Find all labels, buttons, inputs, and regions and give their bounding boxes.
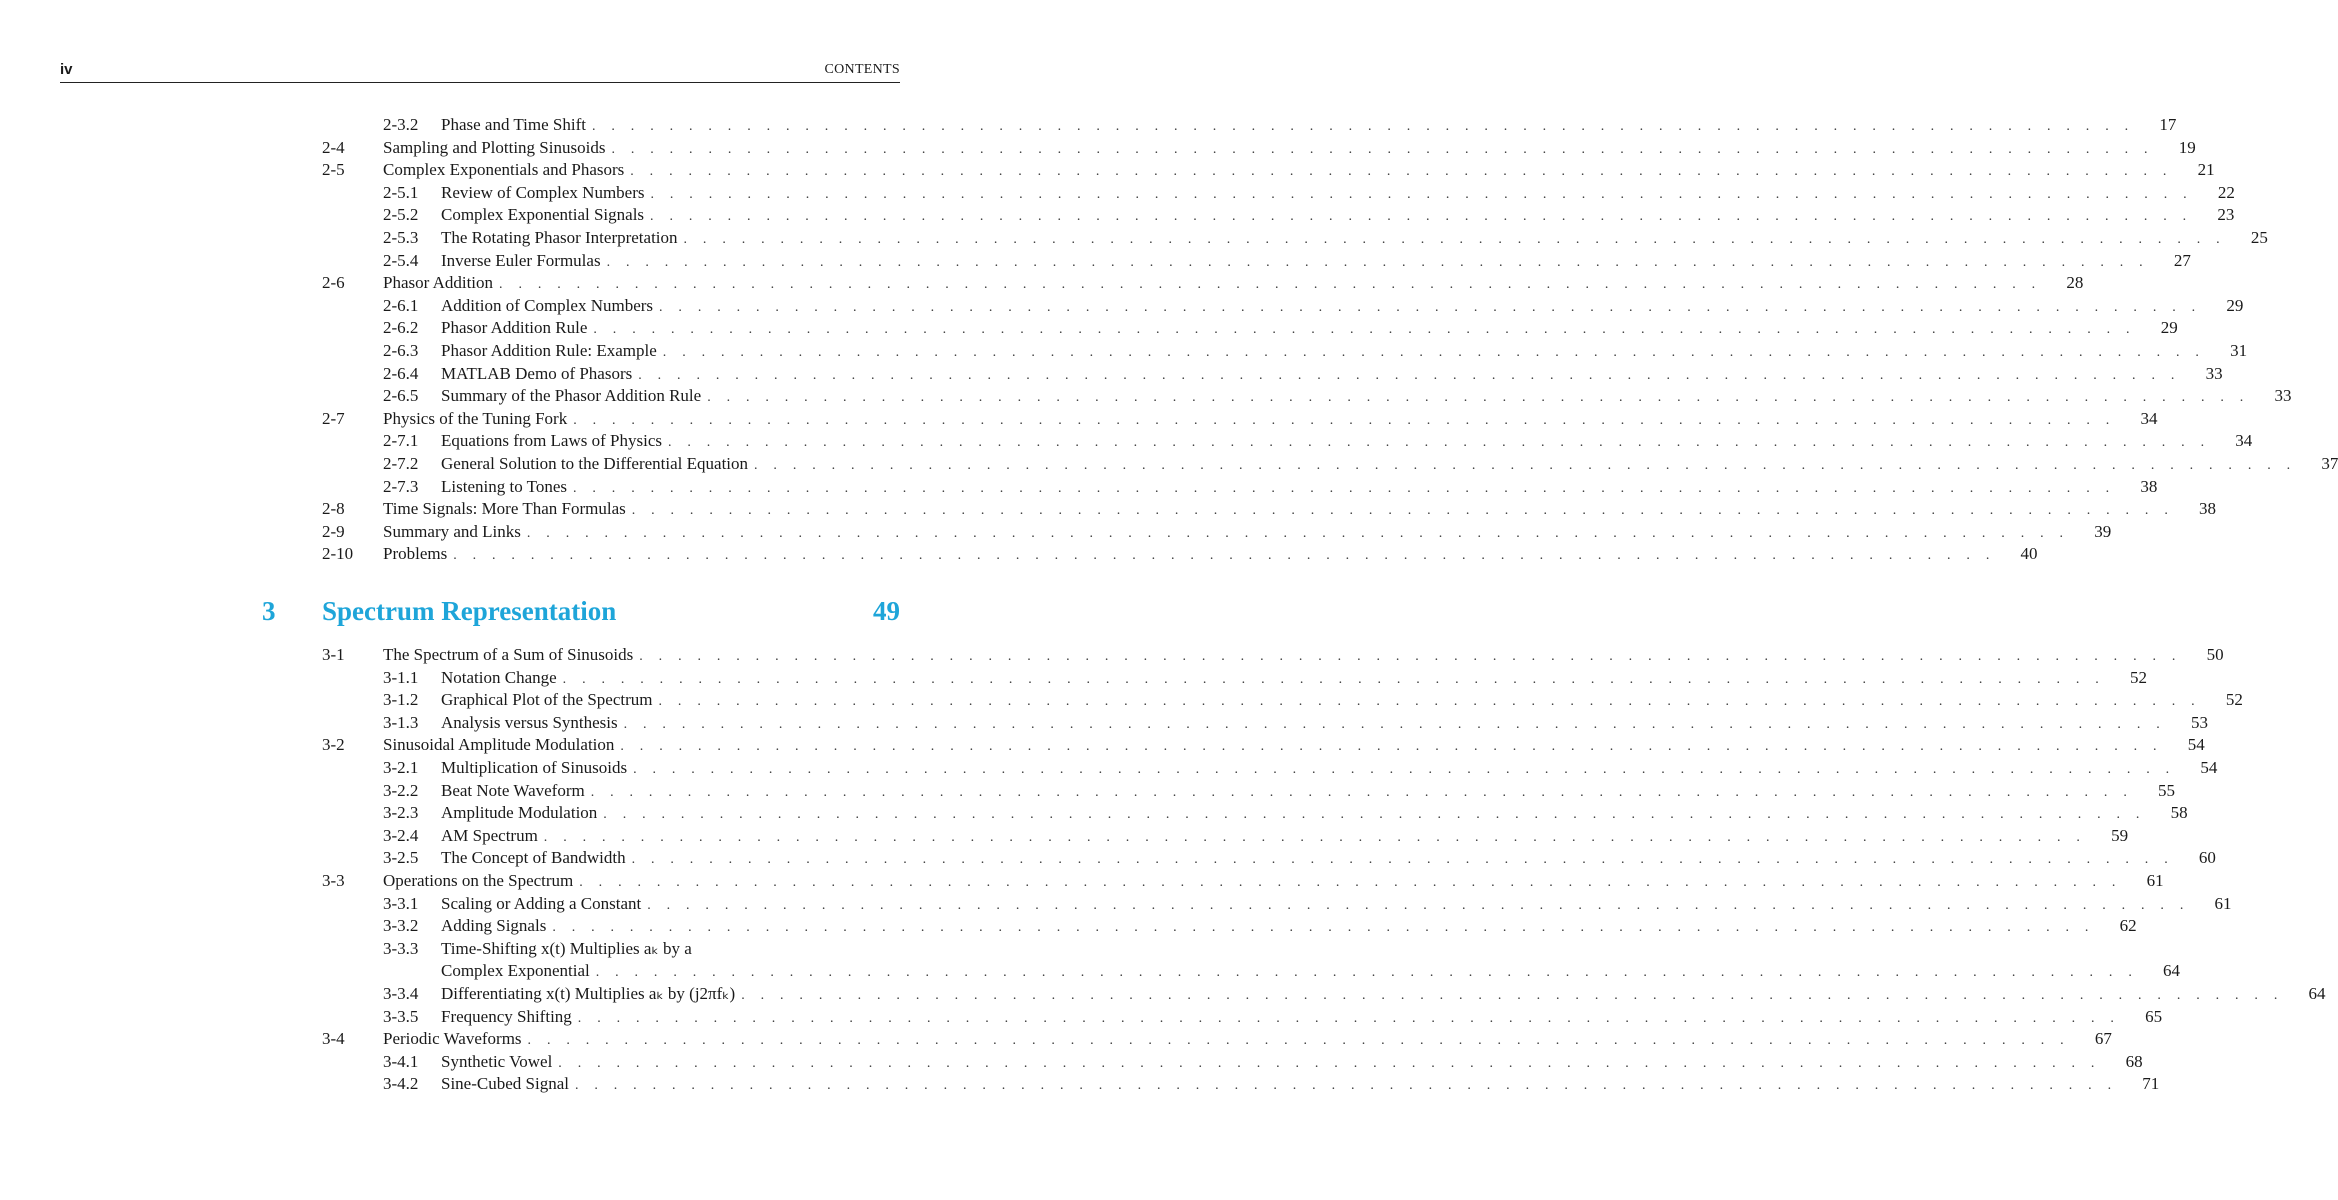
toc-entry[interactable] <box>441 250 2191 272</box>
toc-entry-title: Synthetic Vowel <box>441 1051 553 1071</box>
toc-entry-number: 2-4 <box>322 137 345 157</box>
toc-entry-number: 3-2.4 <box>383 825 419 845</box>
dot-leader: . . . . . . . . . . . . . . . . . . . . . . . . . . . . . . . . . . . . . . . . . . . . . . . . . . . . . . . . . . . . . . . . . . . . . . . . . . . . . . . . <box>638 367 2181 383</box>
toc-entry[interactable] <box>441 780 2176 802</box>
toc-entry-page: 23 <box>2217 205 2235 225</box>
toc-entry[interactable] <box>383 870 2164 892</box>
toc-entry[interactable] <box>441 182 2235 204</box>
toc-entry-title: Time Signals: More Than Formulas <box>383 499 626 519</box>
toc-entry[interactable] <box>441 114 2177 136</box>
toc-entry[interactable] <box>441 317 2178 339</box>
toc-entry-title: Differentiating x(t) Multiplies aₖ by (j2πfₖ) <box>441 984 736 1003</box>
toc-entry-title: Multiplication of Sinusoids <box>441 758 628 777</box>
toc-entry-title: Phase and Time Shift <box>441 115 586 134</box>
toc-entry-number: 3-3.4 <box>383 984 419 1003</box>
toc-entry-number: 3-1 <box>322 645 345 664</box>
toc-entry-page: 68 <box>2125 1051 2143 1071</box>
toc-entry-title: Problems <box>383 544 448 564</box>
toc-entry-title: Beat Note Waveform <box>441 780 585 800</box>
dot-leader: . . . . . . . . . . . . . . . . . . . . . . . . . . . . . . . . . . . . . . . . . . . . . . . . . . . . . . . . . . . . . . . . . . . . . . . . . . . . . . . . <box>453 548 1996 564</box>
toc-entry-page: 39 <box>2094 521 2112 541</box>
toc-entry[interactable] <box>441 757 2218 779</box>
dot-leader: . . . . . . . . . . . . . . . . . . . . . . . . . . . . . . . . . . . . . . . . . . . . . . . . . . . . . . . . . . . . . . . . . . . . . . . . . . . . . . . . <box>574 1078 2118 1094</box>
toc-entry-number: 3-3.1 <box>383 893 419 913</box>
toc-entry[interactable] <box>441 430 2253 452</box>
toc-entry-page: 38 <box>2199 499 2217 519</box>
toc-entry-title: Addition of Complex Numbers <box>441 295 654 315</box>
toc-entry[interactable] <box>441 1006 2163 1028</box>
toc-entry-title: The Spectrum of a Sum of Sinusoids <box>383 645 634 664</box>
toc-entry[interactable] <box>383 159 2215 181</box>
toc-entry-title: Listening to Tones <box>441 476 567 496</box>
toc-entry-page: 33 <box>2205 363 2223 383</box>
toc-entry[interactable] <box>441 204 2235 226</box>
toc-entry-page: 40 <box>2020 544 2038 564</box>
toc-entry-page: 65 <box>2145 1006 2163 1026</box>
toc-entry-number: 3-3.3 <box>383 938 419 958</box>
dot-leader: . . . . . . . . . . . . . . . . . . . . . . . . . . . . . . . . . . . . . . . . . . . . . . . . . . . . . . . . . . . . . . . . . . . . . . . . . . . . . . . . <box>592 119 2135 134</box>
toc-entry[interactable] <box>441 915 2137 937</box>
toc-entry-number: 2-5.2 <box>383 205 419 225</box>
toc-entry[interactable] <box>441 1073 2160 1095</box>
dot-leader: . . . . . . . . . . . . . . . . . . . . . . . . . . . . . . . . . . . . . . . . . . . . . . . . . . . . . . . . . . . . . . . . . . . . . . . . . . . . . . . . <box>579 875 2122 890</box>
toc-entry-number: 2-6.5 <box>383 386 419 406</box>
dot-leader: . . . . . . . . . . . . . . . . . . . . . . . . . . . . . . . . . . . . . . . . . . . . . . . . . . . . . . . . . . . . . . . . . . . . . . . . . . . . . . . . <box>683 232 2226 247</box>
toc-entry-title: Sinusoidal Amplitude Modulation <box>383 735 615 755</box>
toc-entry-number: 2-8 <box>322 499 345 519</box>
toc-entry[interactable] <box>441 893 2232 915</box>
toc-entry-title: Scaling or Adding a Constant <box>441 893 642 913</box>
toc-entry-page: 54 <box>2187 735 2205 755</box>
dot-leader: . . . . . . . . . . . . . . . . . . . . . . . . . . . . . . . . . . . . . . . . . . . . . . . . . . . . . . . . . . . . . . . . . . . . . . . . . . . . . . . . <box>603 807 2146 823</box>
toc-entry-title: Time-Shifting x(t) Multiplies aₖ by a <box>441 938 692 958</box>
toc-entry-number: 2-6 <box>322 273 345 293</box>
toc-entry-number: 3-2.1 <box>383 758 419 777</box>
toc-entry-number: 3-4 <box>322 1029 345 1049</box>
toc-entry-title: Complex Exponentials and Phasors <box>383 160 625 180</box>
dot-leader: . . . . . . . . . . . . . . . . . . . . . . . . . . . . . . . . . . . . . . . . . . . . . . . . . . . . . . . . . . . . . . . . . . . . . . . . . . . . . . . . <box>593 322 2136 338</box>
dot-leader: . . . . . . . . . . . . . . . . . . . . . . . . . . . . . . . . . . . . . . . . . . . . . . . . . . . . . . . . . . . . . . . . . . . . . . . . . . . . . . . . <box>754 458 2297 473</box>
toc-entry-page: 59 <box>2111 825 2129 845</box>
toc-entry-page: 53 <box>2190 712 2208 732</box>
toc-entry-number: 3-1.1 <box>383 667 419 687</box>
toc-entry-number: 2-7.1 <box>383 431 419 451</box>
toc-entry[interactable] <box>441 983 2326 1005</box>
toc-entry-title: Summary of the Phasor Addition Rule <box>441 386 702 406</box>
toc-entry-title: Periodic Waveforms <box>383 1029 522 1049</box>
toc-entry[interactable] <box>441 667 2147 689</box>
dot-leader: . . . . . . . . . . . . . . . . . . . . . . . . . . . . . . . . . . . . . . . . . . . . . . . . . . . . . . . . . . . . . . . . . . . . . . . . . . . . . . . . <box>558 1055 2101 1071</box>
dot-leader: . . . . . . . . . . . . . . . . . . . . . . . . . . . . . . . . . . . . . . . . . . . . . . . . . . . . . . . . . . . . . . . . . . . . . . . . . . . . . . . . <box>606 254 2149 270</box>
toc-entry-page: 17 <box>2159 115 2177 134</box>
toc-entry[interactable] <box>441 385 2292 407</box>
toc-entry-page: 52 <box>2129 667 2147 687</box>
dot-leader: . . . . . . . . . . . . . . . . . . . . . . . . . . . . . . . . . . . . . . . . . . . . . . . . . . . . . . . . . . . . . . . . . . . . . . . . . . . . . . . . <box>573 412 2116 428</box>
toc-entry-page: 37 <box>2321 454 2338 473</box>
toc-entry-page: 62 <box>2119 916 2137 936</box>
dot-leader: . . . . . . . . . . . . . . . . . . . . . . . . . . . . . . . . . . . . . . . . . . . . . . . . . . . . . . . . . . . . . . . . . . . . . . . . . . . . . . . . <box>527 1033 2070 1049</box>
dot-leader: . . . . . . . . . . . . . . . . . . . . . . . . . . . . . . . . . . . . . . . . . . . . . . . . . . . . . . . . . . . . . . . . . . . . . . . . . . . . . . . . <box>630 164 2173 180</box>
toc-entry-title: Review of Complex Numbers <box>441 182 645 202</box>
dot-leader: . . . . . . . . . . . . . . . . . . . . . . . . . . . . . . . . . . . . . . . . . . . . . . . . . . . . . . . . . . . . . . . . . . . . . . . . . . . . . . . . <box>573 480 2116 496</box>
toc-entry-number: 3-4.1 <box>383 1051 419 1071</box>
page-number: iv <box>60 61 73 78</box>
toc-entry-number: 2-6.3 <box>383 341 419 360</box>
toc-entry-page: 67 <box>2094 1029 2112 1049</box>
chapter-number: 3 <box>262 596 276 626</box>
dot-leader: . . . . . . . . . . . . . . . . . . . . . . . . . . . . . . . . . . . . . . . . . . . . . . . . . . . . . . . . . . . . . . . . . . . . . . . . . . . . . . . . <box>667 435 2211 451</box>
dot-leader: . . . . . . . . . . . . . . . . . . . . . . . . . . . . . . . . . . . . . . . . . . . . . . . . . . . . . . . . . . . . . . . . . . . . . . . . . . . . . . . . <box>647 897 2190 913</box>
toc-entry-page: 33 <box>2274 386 2292 406</box>
toc-entry[interactable] <box>441 476 2158 498</box>
dot-leader: . . . . . . . . . . . . . . . . . . . . . . . . . . . . . . . . . . . . . . . . . . . . . . . . . . . . . . . . . . . . . . . . . . . . . . . . . . . . . . . . <box>662 345 2206 360</box>
dot-leader: . . . . . . . . . . . . . . . . . . . . . . . . . . . . . . . . . . . . . . . . . . . . . . . . . . . . . . . . . . . . . . . . . . . . . . . . . . . . . . . . <box>562 671 2105 687</box>
dot-leader: . . . . . . . . . . . . . . . . . . . . . . . . . . . . . . . . . . . . . . . . . . . . . . . . . . . . . . . . . . . . . . . . . . . . . . . . . . . . . . . . <box>623 716 2166 732</box>
toc-entry[interactable] <box>441 960 2181 982</box>
toc-entry[interactable] <box>383 272 2084 294</box>
toc-entry-page: 71 <box>2142 1074 2160 1094</box>
dot-leader: . . . . . . . . . . . . . . . . . . . . . . . . . . . . . . . . . . . . . . . . . . . . . . . . . . . . . . . . . . . . . . . . . . . . . . . . . . . . . . . . <box>633 762 2176 777</box>
toc-entry-page: 50 <box>2206 645 2224 664</box>
toc-entry-page: 34 <box>2235 431 2253 451</box>
toc-entry-number: 2-9 <box>322 521 345 541</box>
toc-entry-number: 2-6.4 <box>383 363 419 383</box>
toc-entry[interactable] <box>441 453 2338 475</box>
toc-entry-page: 54 <box>2200 758 2218 777</box>
toc-entry-page: 58 <box>2170 803 2188 823</box>
toc-entry-title: Summary and Links <box>383 521 521 541</box>
dot-leader: . . . . . . . . . . . . . . . . . . . . . . . . . . . . . . . . . . . . . . . . . . . . . . . . . . . . . . . . . . . . . . . . . . . . . . . . . . . . . . . . <box>595 965 2139 981</box>
dot-leader: . . . . . . . . . . . . . . . . . . . . . . . . . . . . . . . . . . . . . . . . . . . . . . . . . . . . . . . . . . . . . . . . . . . . . . . . . . . . . . . . <box>577 1010 2121 1026</box>
toc-entry-number: 3-2 <box>322 735 345 755</box>
toc-entry-page: 38 <box>2140 476 2158 496</box>
toc-entry-page: 21 <box>2197 160 2215 180</box>
toc-entry-page: 29 <box>2160 318 2178 338</box>
toc-entry-number: 3-1.3 <box>383 712 419 732</box>
toc-entry-number: 3-2.5 <box>383 848 419 868</box>
toc-entry-number: 2-7 <box>322 408 345 428</box>
dot-leader: . . . . . . . . . . . . . . . . . . . . . . . . . . . . . . . . . . . . . . . . . . . . . . . . . . . . . . . . . . . . . . . . . . . . . . . . . . . . . . . . <box>543 829 2087 845</box>
toc-entry[interactable] <box>383 543 2038 565</box>
chapter-heading[interactable] <box>0 592 960 632</box>
toc-entry-page: 64 <box>2308 984 2326 1003</box>
toc-entry-number: 2-5.4 <box>383 250 419 270</box>
dot-leader: . . . . . . . . . . . . . . . . . . . . . . . . . . . . . . . . . . . . . . . . . . . . . . . . . . . . . . . . . . . . . . . . . . . . . . . . . . . . . . . . <box>611 141 2154 157</box>
toc-entry[interactable] <box>383 408 2158 430</box>
dot-leader: . . . . . . . . . . . . . . . . . . . . . . . . . . . . . . . . . . . . . . . . . . . . . . . . . . . . . . . . . . . . . . . . . . . . . . . . . . . . . . . . <box>639 649 2182 664</box>
toc-entry-title: Phasor Addition Rule: Example <box>441 341 657 360</box>
toc-entry-number: 3-2.3 <box>383 803 419 823</box>
toc-entry-page: 25 <box>2250 228 2268 247</box>
toc-entry-page: 55 <box>2158 780 2176 800</box>
toc-entry-title: Amplitude Modulation <box>441 803 598 823</box>
running-title: CONTENTS <box>824 62 900 77</box>
dot-leader: . . . . . . . . . . . . . . . . . . . . . . . . . . . . . . . . . . . . . . . . . . . . . . . . . . . . . . . . . . . . . . . . . . . . . . . . . . . . . . . . <box>741 988 2284 1003</box>
toc-entry-page: 64 <box>2163 961 2181 981</box>
toc-entry-title: MATLAB Demo of Phasors <box>441 363 633 383</box>
toc-entry-number: 3-4.2 <box>383 1074 419 1094</box>
toc-entry-title: Graphical Plot of the Spectrum <box>441 690 653 710</box>
toc-entry[interactable] <box>441 340 2248 362</box>
toc-entry[interactable] <box>441 295 2244 317</box>
toc-entry[interactable] <box>383 1028 2112 1050</box>
toc-entry-title: Analysis versus Synthesis <box>441 712 618 732</box>
dot-leader: . . . . . . . . . . . . . . . . . . . . . . . . . . . . . . . . . . . . . . . . . . . . . . . . . . . . . . . . . . . . . . . . . . . . . . . . . . . . . . . . <box>526 525 2070 541</box>
toc-entry-number: 2-7.3 <box>383 476 419 496</box>
toc-entry-title: General Solution to the Differential Equation <box>441 454 749 473</box>
toc-entry[interactable] <box>441 938 900 960</box>
dot-leader: . . . . . . . . . . . . . . . . . . . . . . . . . . . . . . . . . . . . . . . . . . . . . . . . . . . . . . . . . . . . . . . . . . . . . . . . . . . . . . . . <box>650 186 2193 202</box>
toc-entry-page: 22 <box>2217 182 2235 202</box>
toc-entry-number: 2-7.2 <box>383 454 419 473</box>
toc-entry-page: 34 <box>2140 408 2158 428</box>
toc-entry-page: 60 <box>2198 848 2216 868</box>
toc-entry-title: Physics of the Tuning Fork <box>383 408 568 428</box>
toc-entry-title: Phasor Addition <box>383 273 494 293</box>
toc-entry-page: 28 <box>2066 273 2084 293</box>
dot-leader: . . . . . . . . . . . . . . . . . . . . . . . . . . . . . . . . . . . . . . . . . . . . . . . . . . . . . . . . . . . . . . . . . . . . . . . . . . . . . . . . <box>631 503 2175 519</box>
dot-leader: . . . . . . . . . . . . . . . . . . . . . . . . . . . . . . . . . . . . . . . . . . . . . . . . . . . . . . . . . . . . . . . . . . . . . . . . . . . . . . . . <box>552 920 2095 936</box>
toc-entry-title: Frequency Shifting <box>441 1006 572 1026</box>
toc-entry-title: Notation Change <box>441 667 557 687</box>
toc-entry-page: 52 <box>2225 690 2243 710</box>
toc-entry-title: Adding Signals <box>441 916 547 936</box>
toc-entry-page: 19 <box>2178 137 2196 157</box>
toc-entry-title: The Concept of Bandwidth <box>441 848 626 868</box>
dot-leader: . . . . . . . . . . . . . . . . . . . . . . . . . . . . . . . . . . . . . . . . . . . . . . . . . . . . . . . . . . . . . . . . . . . . . . . . . . . . . . . . <box>659 299 2202 315</box>
dot-leader: . . . . . . . . . . . . . . . . . . . . . . . . . . . . . . . . . . . . . . . . . . . . . . . . . . . . . . . . . . . . . . . . . . . . . . . . . . . . . . . . <box>650 209 2193 225</box>
toc-entry-number: 3-2.2 <box>383 780 419 800</box>
chapter-title: Spectrum Representation <box>322 596 617 626</box>
toc-entry-page: 61 <box>2146 871 2164 890</box>
toc-entry-number: 3-1.2 <box>383 690 419 710</box>
toc-entry-title: Complex Exponential Signals <box>441 205 645 225</box>
toc-entry-title: Equations from Laws of Physics <box>441 431 662 451</box>
toc-entry-title: Phasor Addition Rule <box>441 318 588 338</box>
toc-entry[interactable] <box>441 227 2268 249</box>
toc-entry-number: 2-3.2 <box>383 115 419 134</box>
toc-entry[interactable] <box>383 498 2217 520</box>
toc-entry-title: The Rotating Phasor Interpretation <box>441 228 678 247</box>
toc-entry-title: AM Spectrum <box>441 825 538 845</box>
toc-entry-number: 2-6.1 <box>383 295 419 315</box>
toc-entry-number: 3-3 <box>322 871 345 890</box>
toc-entry[interactable] <box>441 825 2129 847</box>
toc-entry[interactable] <box>383 137 2196 159</box>
dot-leader: . . . . . . . . . . . . . . . . . . . . . . . . . . . . . . . . . . . . . . . . . . . . . . . . . . . . . . . . . . . . . . . . . . . . . . . . . . . . . . . . <box>631 852 2174 868</box>
toc-entry-number: 2-5 <box>322 160 345 180</box>
toc-entry-number: 2-5.1 <box>383 182 419 202</box>
dot-leader: . . . . . . . . . . . . . . . . . . . . . . . . . . . . . . . . . . . . . . . . . . . . . . . . . . . . . . . . . . . . . . . . . . . . . . . . . . . . . . . . <box>658 694 2201 710</box>
toc-entry-page: 29 <box>2226 295 2244 315</box>
toc-entry-title: Sine-Cubed Signal <box>441 1074 569 1094</box>
toc-entry-number: 3-3.2 <box>383 916 419 936</box>
toc-entry[interactable] <box>383 644 2224 666</box>
toc-entry-page: 27 <box>2173 250 2191 270</box>
toc-entry-number: 3-3.5 <box>383 1006 419 1026</box>
toc-entry[interactable] <box>383 734 2205 756</box>
dot-leader: . . . . . . . . . . . . . . . . . . . . . . . . . . . . . . . . . . . . . . . . . . . . . . . . . . . . . . . . . . . . . . . . . . . . . . . . . . . . . . . . <box>499 277 2042 293</box>
toc-entry[interactable] <box>441 363 2223 385</box>
toc-entry[interactable] <box>441 689 2243 711</box>
toc-entry[interactable] <box>441 1051 2143 1073</box>
dot-leader: . . . . . . . . . . . . . . . . . . . . . . . . . . . . . . . . . . . . . . . . . . . . . . . . . . . . . . . . . . . . . . . . . . . . . . . . . . . . . . . . <box>707 390 2250 406</box>
toc-entry-page: 31 <box>2230 341 2248 360</box>
toc-entry-page: 61 <box>2214 893 2232 913</box>
toc-entry[interactable] <box>441 847 2216 869</box>
toc-entry-title: Inverse Euler Formulas <box>441 250 601 270</box>
toc-entry-number: 2-10 <box>322 544 354 564</box>
toc-entry-number: 2-5.3 <box>383 228 419 247</box>
dot-leader: . . . . . . . . . . . . . . . . . . . . . . . . . . . . . . . . . . . . . . . . . . . . . . . . . . . . . . . . . . . . . . . . . . . . . . . . . . . . . . . . <box>590 784 2134 800</box>
toc-entry-number: 2-6.2 <box>383 318 419 338</box>
chapter-page: 49 <box>873 596 900 626</box>
dot-leader: . . . . . . . . . . . . . . . . . . . . . . . . . . . . . . . . . . . . . . . . . . . . . . . . . . . . . . . . . . . . . . . . . . . . . . . . . . . . . . . . <box>620 739 2163 755</box>
toc-entry-title: Operations on the Spectrum <box>383 871 574 890</box>
toc-entry[interactable] <box>441 802 2188 824</box>
toc-entry-title: Sampling and Plotting Sinusoids <box>383 137 606 157</box>
toc-entry[interactable] <box>441 712 2208 734</box>
toc-entry-title: Complex Exponential <box>441 961 590 981</box>
toc-entry[interactable] <box>383 521 2112 543</box>
